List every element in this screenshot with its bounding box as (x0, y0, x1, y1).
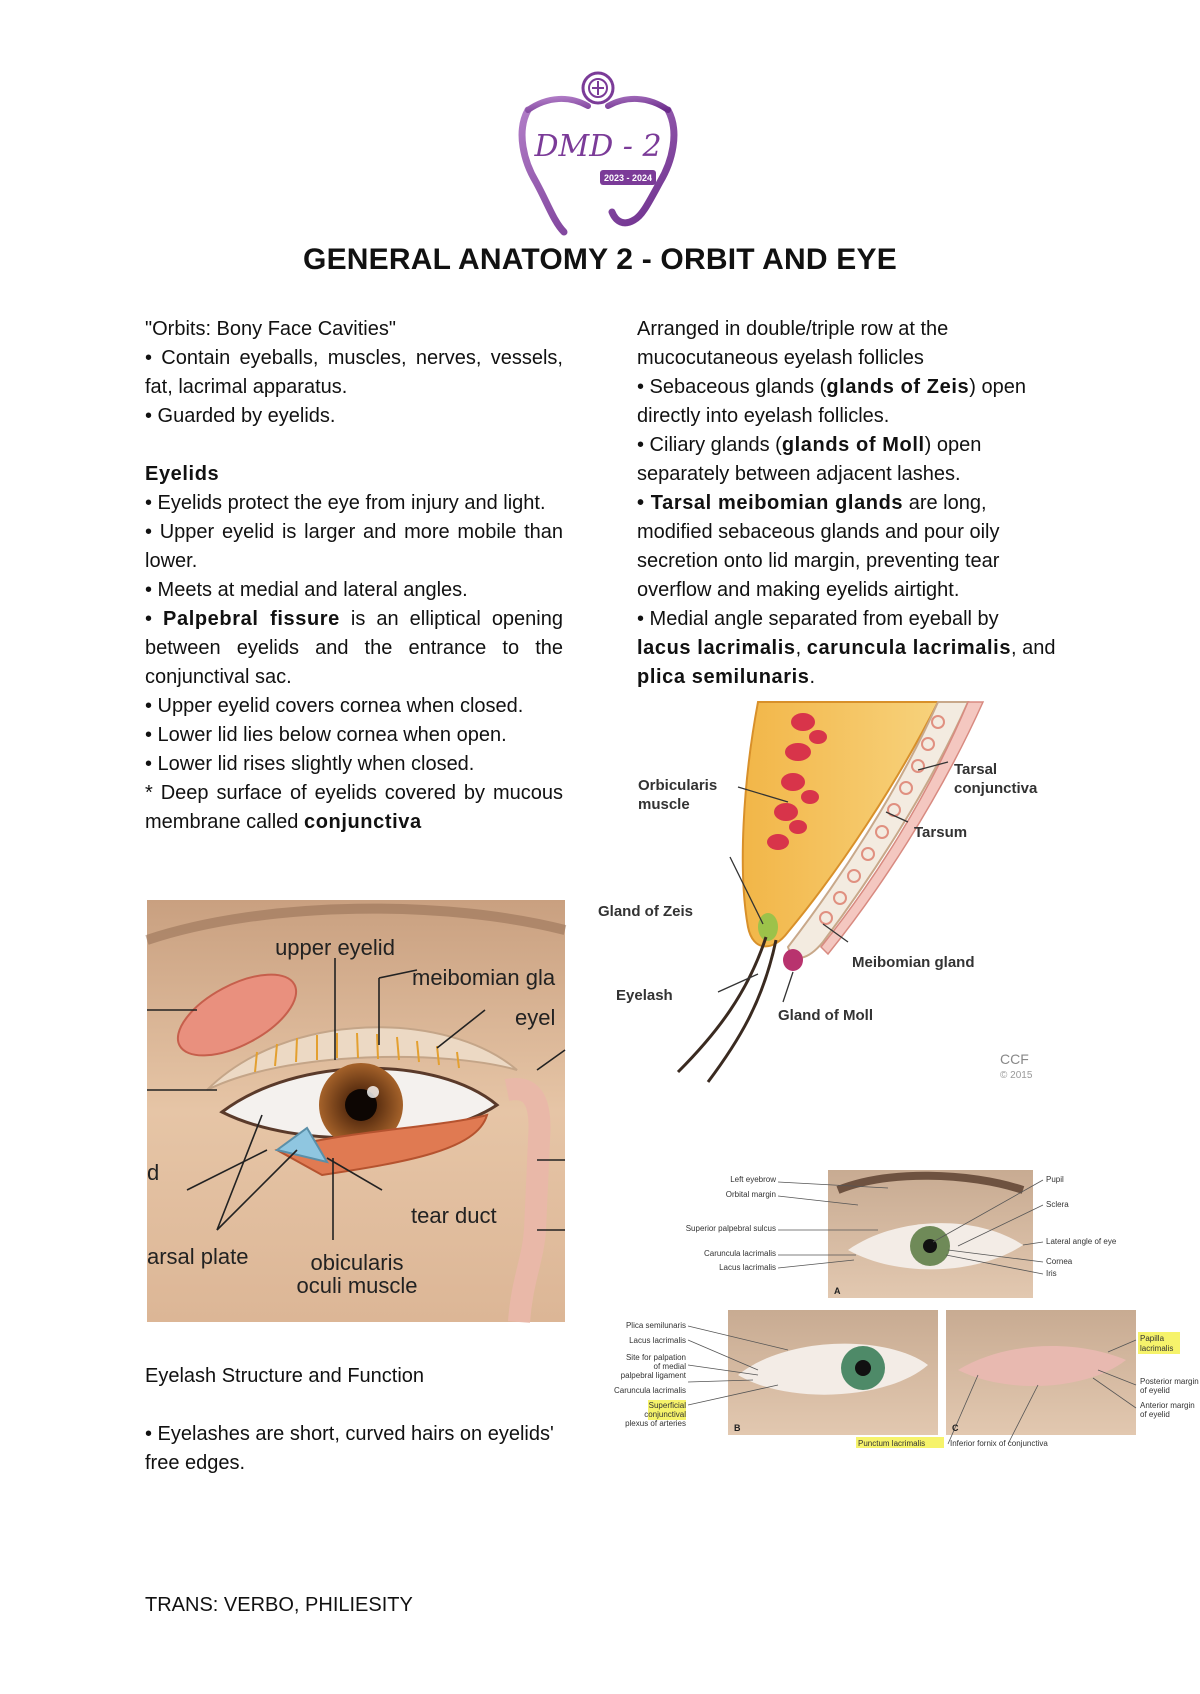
label-meibomian-gland: meibomian gla (412, 965, 556, 990)
label-gland-of-zeis: Gland of Zeis (598, 903, 694, 920)
eye-anatomy-illustration (147, 900, 565, 1322)
bullet-text: ) open directly into eyelash follicles. (637, 376, 1026, 427)
label-plica: Plica semilunaris (625, 1321, 686, 1330)
label-site-palpation: Site for palpation (625, 1353, 686, 1362)
bullet (637, 431, 1057, 489)
label-ccf: CCF (1000, 1051, 1029, 1067)
label-anterior-margin: of eyelid (1140, 1410, 1170, 1419)
label-superficial: conjunctival (644, 1410, 686, 1419)
eyelash-section (145, 1362, 563, 1478)
intro-bullet: • Guarded by eyelids. (145, 405, 336, 427)
bullet-text: is an elliptical opening between eyelids and the entrance to the conjunctival sac. (145, 608, 563, 688)
label-tarsum: Tarsum (914, 824, 968, 841)
bullet-text: ) open separately between adjacent lashes. (637, 434, 982, 485)
label-tarsal-conjunctiva: Tarsal (954, 761, 998, 778)
label-cornea: Cornea (1046, 1257, 1073, 1266)
label-tarsal-conjunctiva: conjunctiva (954, 780, 1038, 797)
term-conjunctiva: conjunctiva (303, 811, 422, 833)
bullet-text: • Ciliary glands ( (637, 434, 782, 456)
section-heading-eyelash: Eyelash Structure and Function (145, 1365, 425, 1387)
label-site-palpation: of medial (653, 1362, 686, 1371)
bullet (637, 489, 1057, 605)
label-anterior-margin: Anterior margin (1140, 1401, 1195, 1410)
label-orbicularis: obicularis (310, 1250, 404, 1275)
photo-letter-c: C (952, 1423, 959, 1433)
label-ccf-year: © 2015 (1000, 1070, 1033, 1081)
separator: . (809, 666, 816, 688)
label-lacus: Lacus lacrimalis (719, 1263, 776, 1272)
photo-letter-a: A (834, 1286, 841, 1296)
eyelid-bullet (145, 605, 563, 692)
eyelid-note (145, 779, 563, 837)
right-column (637, 315, 1057, 692)
dmd-logo (508, 66, 688, 236)
label-upper-eyelid: upper eyelid (275, 935, 395, 960)
label-orbicularis-muscle: muscle (638, 796, 690, 813)
separator: , (795, 637, 807, 659)
label-eyelash: Eyelash (616, 987, 673, 1004)
term-glands-of-zeis: glands of Zeis (826, 376, 970, 398)
label-superficial: plexus of arteries (625, 1419, 686, 1428)
logo-years: 2023 - 2024 (603, 173, 653, 183)
label-pupil: Pupil (1046, 1175, 1064, 1184)
term-palpebral-fissure: Palpebral fissure (163, 608, 340, 630)
label-caruncula-b: Caruncula lacrimalis (613, 1386, 686, 1395)
label-cut-d: d (147, 1160, 160, 1185)
label-meibomian-gland: Meibomian gland (852, 954, 975, 971)
footer-credit: TRANS: VERBO, PHILIESITY (145, 1594, 413, 1616)
bullet-text: are long, modified sebaceous glands and pour oily secretion onto lid margin, preventing tear overflow and making eyelids airtight. (637, 492, 1000, 601)
eyelid-bullet: • Meets at medial and lateral angles. (145, 579, 468, 601)
intro-quote: "Orbits: Bony Face Cavities" (145, 318, 396, 340)
eyelid-bullet: • Upper eyelid covers cornea when closed. (145, 695, 524, 717)
bullet (637, 373, 1057, 431)
term-tarsal-meibomian: • Tarsal meibomian glands (637, 492, 904, 514)
page-title: GENERAL ANATOMY 2 - ORBIT AND EYE (303, 243, 897, 276)
label-orbicularis: oculi muscle (296, 1273, 418, 1298)
paragraph: Arranged in double/triple row at the mucocutaneous eyelash follicles (637, 318, 949, 369)
eyelash-bullet: • Eyelashes are short, curved hairs on eyelids' free edges. (145, 1423, 554, 1474)
label-site-palpation: palpebral ligament (620, 1371, 686, 1380)
separator: , and (1011, 637, 1056, 659)
label-gland-of-moll: Gland of Moll (778, 1007, 873, 1024)
bullet-mark: • (145, 608, 164, 630)
term-glands-of-moll: glands of Moll (781, 434, 925, 456)
photo-letter-b: B (734, 1423, 741, 1433)
eyelid-bullet: • Eyelids protect the eye from injury and light. (145, 492, 546, 514)
eyelid-bullet: • Lower lid rises slightly when closed. (145, 753, 475, 775)
eyelid-cross-section-illustration (598, 702, 1058, 1092)
bullet (637, 605, 1057, 692)
label-posterior-margin: Posterior margin (1140, 1377, 1199, 1386)
logo-text: DMD - 2 (534, 129, 662, 164)
label-tarsal-plate: arsal plate (147, 1244, 249, 1269)
label-caruncula: Caruncula lacrimalis (703, 1249, 776, 1258)
label-inferior-fornix: Inferior fornix of conjunctiva (950, 1439, 1048, 1448)
label-posterior-margin: of eyelid (1140, 1386, 1170, 1395)
label-lateral-angle: Lateral angle of eye (1046, 1237, 1117, 1246)
label-papilla: Papilla (1140, 1334, 1165, 1343)
label-sclera: Sclera (1046, 1200, 1069, 1209)
bullet-text: • Sebaceous glands ( (637, 376, 827, 398)
label-superior-sulcus: Superior palpebral sulcus (685, 1224, 776, 1233)
section-heading-eyelids: Eyelids (145, 463, 220, 485)
label-tear-duct: tear duct (411, 1203, 497, 1228)
eyelid-bullet: • Lower lid lies below cornea when open. (145, 724, 507, 746)
label-orbital-margin: Orbital margin (725, 1190, 776, 1199)
label-orbicularis-muscle: Orbicularis (638, 777, 718, 794)
left-column (145, 315, 563, 837)
label-superficial: Superficial (648, 1401, 686, 1410)
label-punctum: Punctum lacrimalis (858, 1439, 926, 1448)
label-left-eyebrow: Left eyebrow (730, 1175, 776, 1184)
eyelid-bullet: • Upper eyelid is larger and more mobile than lower. (145, 521, 563, 572)
note-text: * Deep surface of eyelids covered by mucous membrane called (145, 782, 563, 833)
term-lacus-lacrimalis: lacus lacrimalis (637, 637, 796, 659)
term-plica-semilunaris: plica semilunaris (637, 666, 810, 688)
label-eyelash: eyel (515, 1005, 556, 1030)
bullet-text: • Medial angle separated from eyeball by (637, 608, 999, 630)
term-caruncula-lacrimalis: caruncula lacrimalis (806, 637, 1012, 659)
label-papilla: lacrimalis (1140, 1344, 1174, 1353)
eye-surface-anatomy-photos (613, 1160, 1199, 1450)
label-iris: Iris (1046, 1269, 1057, 1278)
intro-bullet: • Contain eyeballs, muscles, nerves, vessels, fat, lacrimal apparatus. (145, 347, 563, 398)
label-lacus-b: Lacus lacrimalis (629, 1336, 686, 1345)
